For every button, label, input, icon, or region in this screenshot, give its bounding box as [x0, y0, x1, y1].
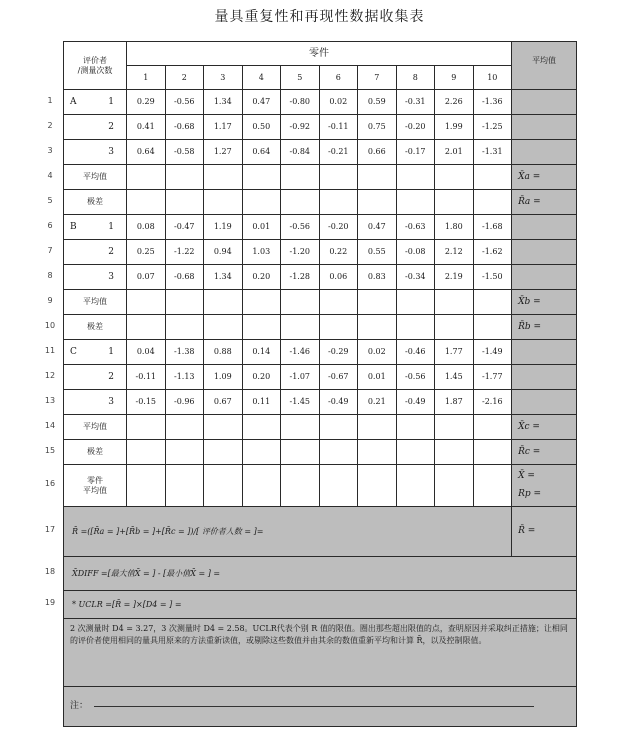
uclr-formula: * UCLR =[R̄ = ]×[D4 = ] =: [64, 591, 577, 619]
measurement-cell: 0.25: [127, 240, 166, 265]
part-average-result: X̄ = Rp =: [512, 465, 577, 507]
operator-average-cell: [319, 290, 358, 315]
measurement-cell: -1.68: [473, 215, 512, 240]
measurement-cell: -1.07: [281, 365, 320, 390]
average-cell-empty: [512, 240, 577, 265]
line-number: 7: [47, 245, 53, 255]
average-cell-empty: [512, 390, 577, 415]
operator-average-cell: [281, 165, 320, 190]
operator-average-cell: [396, 290, 435, 315]
measurement-cell: 2.19: [435, 265, 474, 290]
operator-average-cell: [165, 165, 204, 190]
measurement-cell: -1.22: [165, 240, 204, 265]
measurement-cell: 0.50: [242, 115, 281, 140]
table-row: [64, 687, 577, 727]
operator-average-cell: [204, 165, 243, 190]
operator-range-result: R̄b =: [512, 315, 577, 340]
operator-range-cell: [435, 190, 474, 215]
measurement-cell: 1.19: [204, 215, 243, 240]
line-number: 17: [44, 525, 56, 534]
line-number: 19: [44, 598, 56, 607]
operator-average-label: 平均值: [64, 290, 127, 315]
operator-average-cell: [435, 165, 474, 190]
table-row: [64, 315, 577, 340]
table-row: [64, 290, 577, 315]
measurement-cell: 2.12: [435, 240, 474, 265]
operator-average-result: X̄c =: [512, 415, 577, 440]
comment-row: [64, 687, 577, 727]
comment-label: 注：: [70, 701, 89, 712]
table-row: [64, 340, 577, 365]
operator-range-cell: [204, 315, 243, 340]
page-title: 量具重复性和再现性数据收集表: [214, 9, 425, 25]
operator-average-cell: [127, 165, 166, 190]
operator-range-result: R̄a =: [512, 190, 577, 215]
line-number: 4: [47, 170, 53, 180]
average-cell-empty: [512, 115, 577, 140]
gage-rr-data-table: [63, 41, 577, 727]
line-number: 15: [44, 445, 56, 455]
measurement-cell: 0.07: [127, 265, 166, 290]
measurement-cell: 0.06: [319, 265, 358, 290]
part-average-cell: [281, 465, 320, 507]
part-average-cell: [435, 465, 474, 507]
table-row: [64, 507, 577, 557]
operator-trial-cell: [64, 390, 127, 415]
measurement-cell: -0.84: [281, 140, 320, 165]
part-number-5: 5: [281, 66, 320, 90]
average-cell-empty: [512, 90, 577, 115]
operator-trial-cell: [64, 90, 127, 115]
part-number-3: 3: [204, 66, 243, 90]
measurement-cell: 0.67: [204, 390, 243, 415]
measurement-cell: 1.17: [204, 115, 243, 140]
operator-average-cell: [319, 165, 358, 190]
measurement-cell: 1.34: [204, 265, 243, 290]
measurement-cell: -0.49: [319, 390, 358, 415]
part-average-cell: [127, 465, 166, 507]
measurement-cell: 0.47: [358, 215, 397, 240]
operator-average-cell: [242, 290, 281, 315]
measurement-cell: 0.64: [242, 140, 281, 165]
operator-range-cell: [319, 440, 358, 465]
operator-range-cell: [319, 315, 358, 340]
operator-average-cell: [204, 290, 243, 315]
operator-average-cell: [473, 165, 512, 190]
operator-range-cell: [242, 440, 281, 465]
measurement-cell: 0.01: [242, 215, 281, 240]
operator-trial-header: 评价者 /测量次数: [64, 42, 127, 90]
operator-average-cell: [127, 415, 166, 440]
operator-range-cell: [127, 440, 166, 465]
trial-number: 1: [108, 346, 114, 357]
average-header: 平均值: [512, 42, 577, 90]
line-number: 5: [47, 195, 53, 205]
operator-range-label: 极差: [64, 190, 127, 215]
measurement-cell: 2.01: [435, 140, 474, 165]
operator-average-cell: [396, 415, 435, 440]
operator-range-label: 极差: [64, 315, 127, 340]
line-number: 14: [44, 420, 56, 430]
measurement-cell: -1.31: [473, 140, 512, 165]
part-number-6: 6: [319, 66, 358, 90]
operator-average-cell: [242, 415, 281, 440]
line-number: 2: [47, 120, 53, 130]
comment-line: [94, 705, 534, 707]
measurement-cell: -0.67: [319, 365, 358, 390]
average-cell-empty: [512, 340, 577, 365]
operator-average-cell: [358, 165, 397, 190]
parts-header: 零件: [127, 42, 512, 66]
operator-name: C: [70, 346, 77, 357]
part-average-cell: [204, 465, 243, 507]
part-number-2: 2: [165, 66, 204, 90]
operator-range-cell: [127, 315, 166, 340]
table-row: [64, 465, 577, 507]
part-average-cell: [242, 465, 281, 507]
measurement-cell: -1.77: [473, 365, 512, 390]
measurement-cell: 2.26: [435, 90, 474, 115]
measurement-cell: -0.58: [165, 140, 204, 165]
operator-trial-cell: [64, 340, 127, 365]
measurement-cell: 0.08: [127, 215, 166, 240]
part-number-1: 1: [127, 66, 166, 90]
measurement-cell: -0.56: [281, 215, 320, 240]
measurement-cell: -0.96: [165, 390, 204, 415]
operator-average-cell: [473, 415, 512, 440]
measurement-cell: 0.14: [242, 340, 281, 365]
table-row: [64, 42, 577, 66]
operator-average-cell: [435, 415, 474, 440]
operator-range-cell: [319, 190, 358, 215]
operator-range-cell: [396, 190, 435, 215]
part-number-4: 4: [242, 66, 281, 90]
measurement-cell: 0.94: [204, 240, 243, 265]
measurement-cell: -1.28: [281, 265, 320, 290]
operator-range-cell: [473, 315, 512, 340]
measurement-cell: -0.11: [319, 115, 358, 140]
measurement-cell: 0.29: [127, 90, 166, 115]
operator-range-cell: [473, 440, 512, 465]
measurement-cell: 1.77: [435, 340, 474, 365]
operator-average-cell: [358, 290, 397, 315]
operator-average-cell: [358, 415, 397, 440]
operator-range-cell: [358, 190, 397, 215]
operator-average-cell: [165, 290, 204, 315]
measurement-cell: -1.46: [281, 340, 320, 365]
measurement-cell: 1.99: [435, 115, 474, 140]
measurement-cell: 0.41: [127, 115, 166, 140]
operator-average-result: X̄b =: [512, 290, 577, 315]
table-row: [64, 240, 577, 265]
measurement-cell: 1.27: [204, 140, 243, 165]
operator-trial-cell: [64, 365, 127, 390]
table-row: [64, 66, 577, 90]
measurement-cell: 0.11: [242, 390, 281, 415]
operator-range-cell: [281, 440, 320, 465]
trial-number: 2: [108, 246, 114, 257]
operator-average-label: 平均值: [64, 415, 127, 440]
measurement-cell: -0.20: [319, 215, 358, 240]
measurement-cell: -0.63: [396, 215, 435, 240]
measurement-cell: 0.64: [127, 140, 166, 165]
operator-trial-cell: [64, 115, 127, 140]
measurement-cell: -1.50: [473, 265, 512, 290]
line-number: 16: [44, 479, 56, 488]
measurement-cell: -1.13: [165, 365, 204, 390]
operator-average-cell: [319, 415, 358, 440]
operator-range-cell: [242, 315, 281, 340]
table-row: [64, 215, 577, 240]
operator-average-cell: [435, 290, 474, 315]
line-number: 10: [44, 320, 56, 330]
operator-range-cell: [358, 315, 397, 340]
trial-number: 1: [108, 221, 114, 232]
table-row: [64, 115, 577, 140]
table-row: [64, 390, 577, 415]
table-row: [64, 557, 577, 591]
trial-number: 2: [108, 121, 114, 132]
operator-average-cell: [204, 415, 243, 440]
line-number: 6: [47, 220, 53, 230]
operator-range-cell: [165, 440, 204, 465]
operator-average-cell: [281, 290, 320, 315]
part-number-10: 10: [473, 66, 512, 90]
operator-range-result: R̄c =: [512, 440, 577, 465]
measurement-cell: -0.21: [319, 140, 358, 165]
measurement-cell: 0.83: [358, 265, 397, 290]
average-cell-empty: [512, 140, 577, 165]
part-average-cell: [165, 465, 204, 507]
line-number: 18: [44, 567, 56, 576]
measurement-cell: 0.20: [242, 365, 281, 390]
table-row: [64, 591, 577, 619]
average-cell-empty: [512, 265, 577, 290]
measurement-cell: -0.17: [396, 140, 435, 165]
table-row: [64, 165, 577, 190]
operator-trial-cell: [64, 265, 127, 290]
operator-range-cell: [242, 190, 281, 215]
rbar-result: R̄ =: [512, 507, 577, 557]
measurement-cell: 0.47: [242, 90, 281, 115]
operator-average-cell: [473, 290, 512, 315]
operator-average-cell: [281, 415, 320, 440]
table-row: [64, 619, 577, 687]
measurement-cell: -0.20: [396, 115, 435, 140]
measurement-cell: -0.80: [281, 90, 320, 115]
measurement-cell: -0.15: [127, 390, 166, 415]
operator-range-cell: [204, 440, 243, 465]
rbar-formula: R̄ =([R̄a = ]+[R̄b = ]+[R̄c = ])/[ 评价者人数 = ]=: [64, 507, 512, 557]
line-number: 3: [47, 145, 53, 155]
average-cell-empty: [512, 365, 577, 390]
measurement-cell: -1.38: [165, 340, 204, 365]
operator-name: B: [70, 221, 77, 232]
measurement-cell: 0.55: [358, 240, 397, 265]
measurement-cell: -0.49: [396, 390, 435, 415]
measurement-cell: 0.88: [204, 340, 243, 365]
operator-trial-cell: [64, 240, 127, 265]
line-number: 11: [44, 345, 56, 355]
measurement-cell: 0.20: [242, 265, 281, 290]
table-row: [64, 415, 577, 440]
operator-range-cell: [165, 315, 204, 340]
operator-average-cell: [396, 165, 435, 190]
operator-range-cell: [165, 190, 204, 215]
measurement-cell: 1.34: [204, 90, 243, 115]
operator-average-cell: [242, 165, 281, 190]
part-average-cell: [396, 465, 435, 507]
measurement-cell: -0.11: [127, 365, 166, 390]
average-cell-empty: [512, 215, 577, 240]
measurement-cell: -1.62: [473, 240, 512, 265]
measurement-cell: 1.80: [435, 215, 474, 240]
measurement-cell: 1.45: [435, 365, 474, 390]
operator-range-cell: [204, 190, 243, 215]
operator-average-cell: [165, 415, 204, 440]
measurement-cell: -1.36: [473, 90, 512, 115]
part-average-cell: [473, 465, 512, 507]
operator-trial-cell: [64, 215, 127, 240]
measurement-cell: -1.49: [473, 340, 512, 365]
operator-range-cell: [127, 190, 166, 215]
operator-range-cell: [396, 315, 435, 340]
table-row: [64, 90, 577, 115]
measurement-cell: -1.20: [281, 240, 320, 265]
line-number: 1: [47, 95, 53, 105]
line-number: 9: [47, 295, 53, 305]
measurement-cell: 0.04: [127, 340, 166, 365]
measurement-cell: 0.01: [358, 365, 397, 390]
operator-range-cell: [435, 315, 474, 340]
table-row: [64, 140, 577, 165]
operator-average-cell: [127, 290, 166, 315]
measurement-cell: -0.31: [396, 90, 435, 115]
measurement-cell: -1.45: [281, 390, 320, 415]
part-average-cell: [358, 465, 397, 507]
trial-number: 2: [108, 371, 114, 382]
measurement-cell: -0.29: [319, 340, 358, 365]
line-number: 8: [47, 270, 53, 280]
table-row: [64, 265, 577, 290]
part-number-8: 8: [396, 66, 435, 90]
measurement-cell: 0.59: [358, 90, 397, 115]
measurement-cell: 0.02: [358, 340, 397, 365]
trial-number: 3: [108, 271, 114, 282]
part-number-7: 7: [358, 66, 397, 90]
measurement-cell: -1.25: [473, 115, 512, 140]
measurement-cell: 1.03: [242, 240, 281, 265]
operator-average-label: 平均值: [64, 165, 127, 190]
trial-number: 3: [108, 396, 114, 407]
measurement-cell: -0.68: [165, 265, 204, 290]
operator-range-cell: [281, 315, 320, 340]
measurement-cell: -0.56: [165, 90, 204, 115]
operator-range-cell: [435, 440, 474, 465]
operator-range-cell: [358, 440, 397, 465]
table-row: [64, 440, 577, 465]
measurement-cell: 0.02: [319, 90, 358, 115]
part-average-label: 零件 平均值: [64, 465, 127, 507]
trial-number: 3: [108, 146, 114, 157]
table-row: [64, 365, 577, 390]
measurement-cell: 0.66: [358, 140, 397, 165]
measurement-cell: -0.34: [396, 265, 435, 290]
table-row: [64, 190, 577, 215]
line-number: 12: [44, 370, 56, 380]
measurement-cell: 1.09: [204, 365, 243, 390]
xdiff-formula: X̄DIFF =[最大值X̄ = ] - [最小值X̄ = ] =: [64, 557, 577, 591]
measurement-cell: 0.21: [358, 390, 397, 415]
instruction-note: 2 次测量时 D4 = 3.27，3 次测量时 D4 = 2.58。UCLR代表个别 R 值的限值。圈出那些超出限值的点，查明原因并采取纠正措施；让相同的评价者使用相同的量具用原来的方法重新读值，或剔除这些数值并由其余的数值重新平均和计算 R̄，以及控制限值。: [64, 619, 577, 687]
operator-range-cell: [473, 190, 512, 215]
measurement-cell: 0.22: [319, 240, 358, 265]
measurement-cell: -2.16: [473, 390, 512, 415]
measurement-cell: -0.56: [396, 365, 435, 390]
operator-average-result: X̄a =: [512, 165, 577, 190]
line-number: 13: [44, 395, 56, 405]
measurement-cell: 1.87: [435, 390, 474, 415]
measurement-cell: -0.92: [281, 115, 320, 140]
operator-trial-cell: [64, 140, 127, 165]
measurement-cell: -0.68: [165, 115, 204, 140]
part-average-cell: [319, 465, 358, 507]
operator-range-label: 极差: [64, 440, 127, 465]
trial-number: 1: [108, 96, 114, 107]
measurement-cell: -0.46: [396, 340, 435, 365]
operator-range-cell: [396, 440, 435, 465]
measurement-cell: 0.75: [358, 115, 397, 140]
operator-name: A: [70, 96, 77, 107]
measurement-cell: -0.47: [165, 215, 204, 240]
measurement-cell: -0.08: [396, 240, 435, 265]
part-number-9: 9: [435, 66, 474, 90]
operator-range-cell: [281, 190, 320, 215]
